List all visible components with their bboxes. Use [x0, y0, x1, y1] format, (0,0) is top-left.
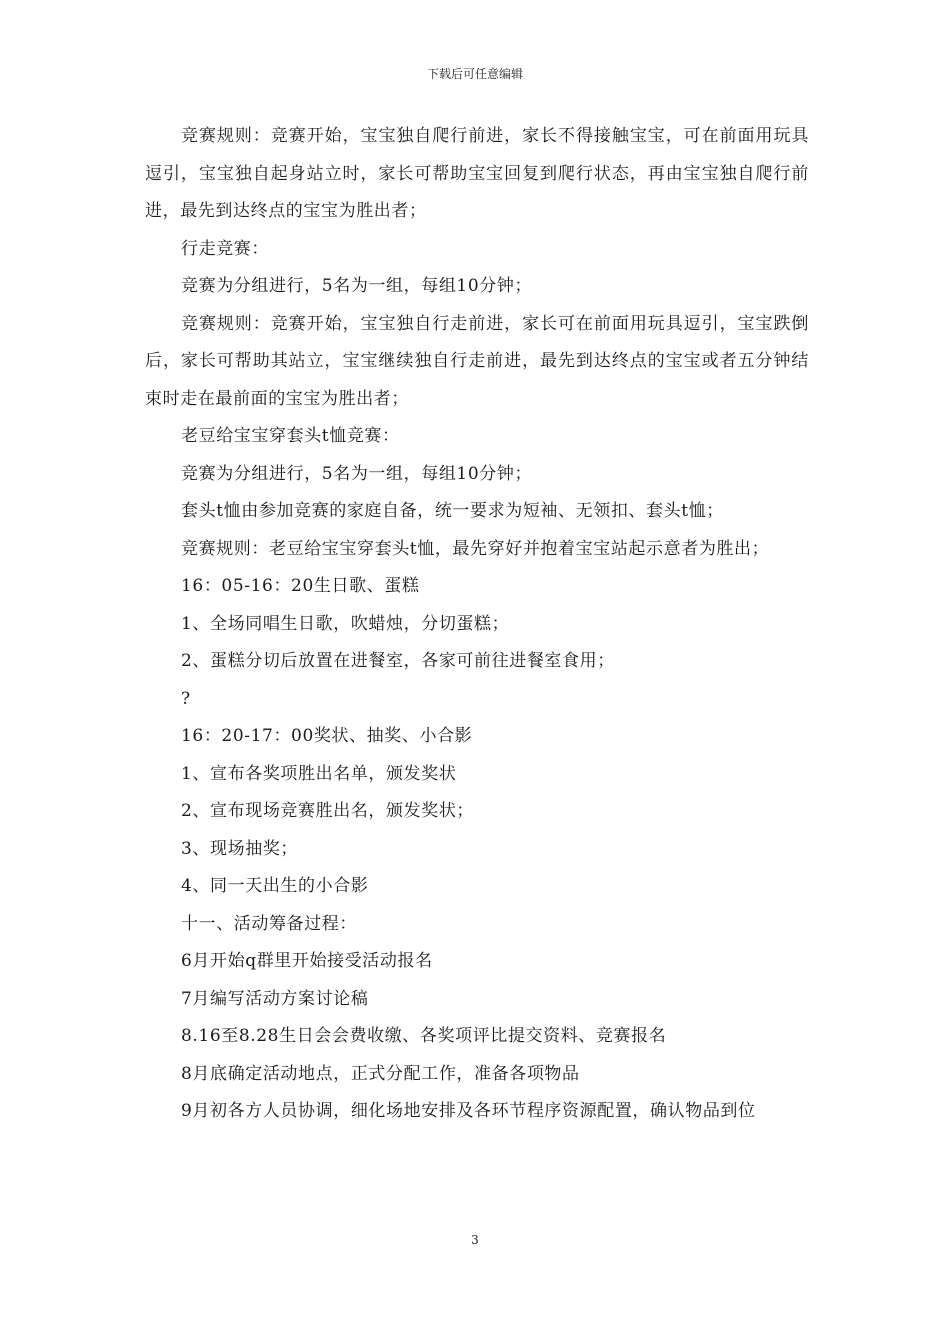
paragraph-birthday-song-time: 16：05-16：20生日歌、蛋糕: [181, 576, 420, 596]
paragraph-walking-contest-title: 行走竞赛：: [181, 238, 269, 259]
paragraph-tshirt-requirements: 套头t恤由参加竞赛的家庭自备，统一要求为短袖、无领扣、套头t恤；: [181, 501, 724, 521]
paragraph-tshirt-contest-title: 老豆给宝宝穿套头t恤竞赛：: [181, 426, 400, 446]
section-heading-preparation: 十一、活动筹备过程：: [181, 913, 357, 934]
timeline-item: 8月底确定活动地点，正式分配工作，准备各项物品: [181, 1063, 580, 1084]
list-item: 1、全场同唱生日歌，吹蜡烛，分切蛋糕；: [181, 613, 510, 634]
list-item: 2、宣布现场竞赛胜出名，颁发奖状；: [181, 801, 475, 821]
list-item: 4、同一天出生的小合影: [181, 876, 369, 896]
list-item: 3、现场抽奖；: [181, 838, 299, 859]
timeline-item: 9月初各方人员协调，细化场地安排及各环节程序资源配置，确认物品到位: [181, 1101, 756, 1121]
paragraph-placeholder: ?: [181, 688, 191, 709]
list-item: 1、宣布各奖项胜出名单，颁发奖状: [181, 763, 457, 784]
timeline-item: 6月开始q群里开始接受活动报名: [181, 951, 433, 971]
paragraph-awards-time: 16：20-17：00奖状、抽奖、小合影: [181, 726, 473, 746]
timeline-item: 8.16至8.28生日会会费收缴、各奖项评比提交资料、竞赛报名: [181, 1026, 667, 1046]
page-header: 下载后可任意编辑: [426, 67, 523, 81]
paragraph-tshirt-rules: 竞赛规则：老豆给宝宝穿套头t恤，最先穿好并抱着宝宝站起示意者为胜出；: [181, 538, 770, 559]
paragraph-tshirt-grouping: 竞赛为分组进行，5名为一组，每组10分钟；: [181, 463, 533, 484]
paragraph-walking-rules: 竞赛规则：竞赛开始，宝宝独自行走前进，家长可在前面用玩具逗引，宝宝跌倒后，家长可帮助其站立，宝宝继续独自行走前进，最先到达终点的宝宝或者五分钟结束时走在最前面的宝宝为胜出者；: [145, 313, 809, 409]
document-body: [145, 118, 809, 1131]
page-number: 3: [471, 1233, 479, 1247]
list-item: 2、蛋糕分切后放置在进餐室，各家可前往进餐室食用；: [181, 651, 615, 671]
paragraph-crawl-rules: 竞赛规则：竞赛开始，宝宝独自爬行前进，家长不得接触宝宝，可在前面用玩具逗引，宝宝独自起身站立时，家长可帮助宝宝回复到爬行状态，再由宝宝独自爬行前进，最先到达终点的宝宝为胜出者；: [145, 126, 809, 221]
paragraph-walking-grouping: 竞赛为分组进行，5名为一组，每组10分钟；: [181, 276, 533, 296]
timeline-item: 7月编写活动方案讨论稿: [181, 988, 369, 1009]
